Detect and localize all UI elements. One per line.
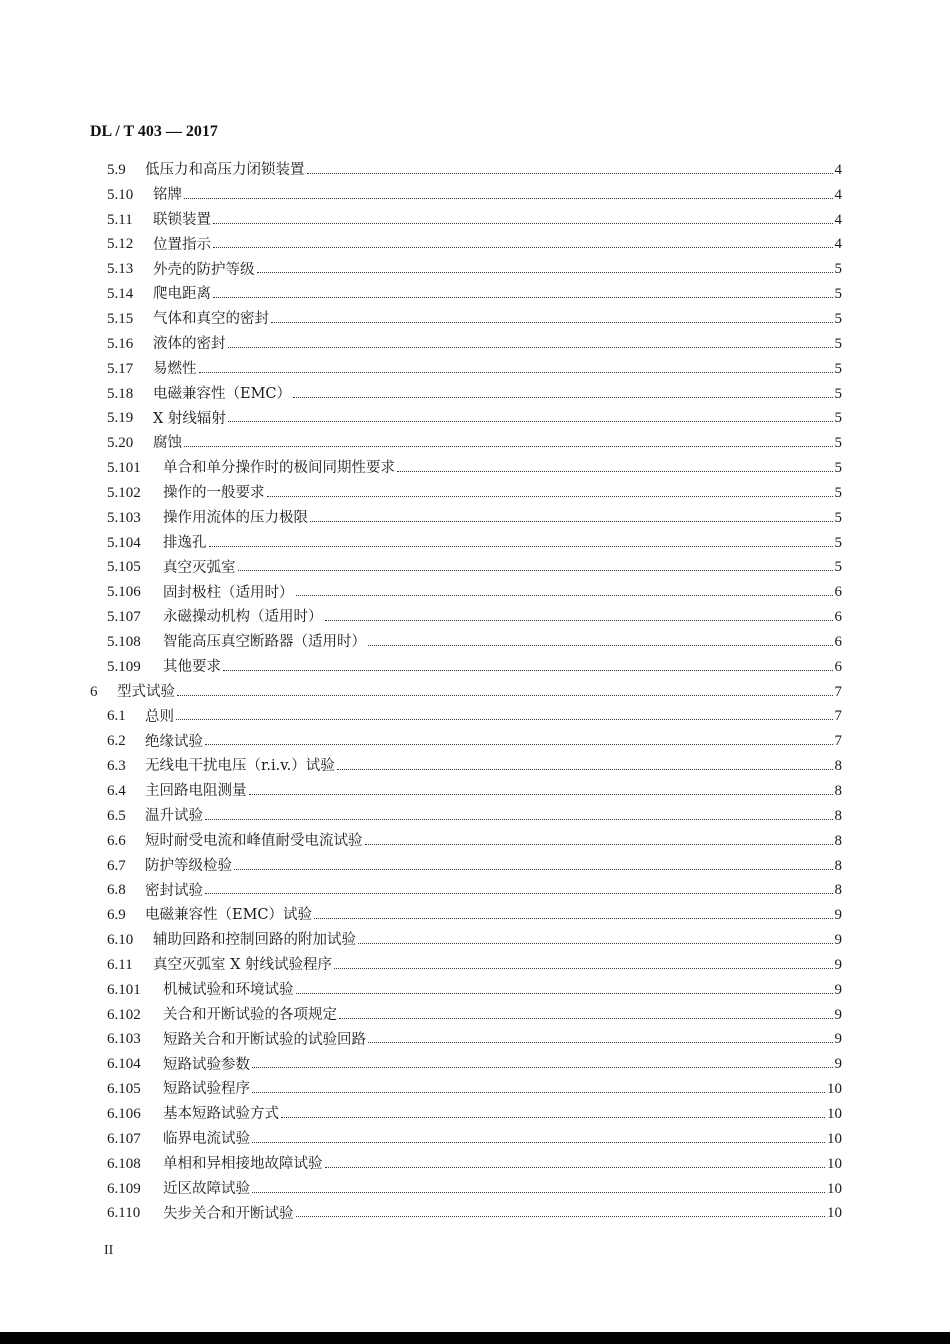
toc-entry[interactable] — [90, 456, 842, 481]
toc-dot-leader — [205, 744, 833, 745]
toc-entry-page: 10 — [827, 1205, 842, 1222]
toc-entry-page: 10 — [827, 1105, 842, 1122]
toc-entry-page: 4 — [834, 186, 842, 203]
toc-entry-page: 10 — [827, 1130, 842, 1147]
toc-dot-leader — [176, 719, 833, 720]
toc-entry-page: 7 — [834, 708, 842, 725]
toc-dot-leader — [293, 397, 832, 398]
toc-entry-page: 5 — [834, 460, 842, 477]
toc-entry-title: 外壳的防护等级 — [153, 261, 255, 278]
toc-entry-title: 低压力和高压力闭锁装置 — [145, 162, 305, 179]
toc-dot-leader — [368, 1042, 833, 1043]
toc-dot-leader — [213, 247, 833, 248]
toc-entry-page: 7 — [834, 683, 842, 700]
toc-entry-page: 5 — [834, 310, 842, 327]
toc-entry[interactable] — [90, 481, 842, 506]
toc-dot-leader — [296, 993, 833, 994]
toc-entry-number: 6.2 — [107, 733, 126, 750]
toc-entry-page: 5 — [834, 484, 842, 501]
toc-entry-title: 基本短路试验方式 — [163, 1106, 279, 1123]
toc-entry-page: 8 — [834, 832, 842, 849]
toc-dot-leader — [213, 297, 833, 298]
toc-entry-title: 无线电干扰电压（r.i.v.）试验 — [145, 758, 335, 775]
toc-entry-number: 6.6 — [107, 832, 126, 849]
toc-entry-title: 防护等级检验 — [145, 857, 232, 874]
toc-entry-title: 短时耐受电流和峰值耐受电流试验 — [145, 832, 363, 849]
toc-entry[interactable] — [90, 183, 842, 208]
toc-entry-title: 固封极柱（适用时） — [163, 584, 294, 601]
toc-entry-number: 5.104 — [107, 534, 141, 551]
toc-entry-number: 6.11 — [107, 956, 133, 973]
toc-entry[interactable] — [90, 406, 842, 431]
toc-dot-leader — [209, 546, 833, 547]
toc-entry-number: 6.8 — [107, 882, 126, 899]
toc-entry-number: 6.9 — [107, 907, 126, 924]
toc-dot-leader — [314, 918, 832, 919]
toc-entry-title: 短路试验程序 — [163, 1081, 250, 1098]
toc-dot-leader — [281, 1117, 825, 1118]
toc-entry-number: 5.15 — [107, 310, 134, 327]
toc-entry[interactable] — [90, 556, 842, 581]
toc-entry-number: 5.102 — [107, 484, 141, 501]
toc-entry-number: 5.105 — [107, 559, 141, 576]
toc-entry-title: 绝缘试验 — [145, 733, 203, 750]
table-of-contents — [90, 158, 842, 1226]
toc-entry-title: 近区故障试验 — [163, 1180, 250, 1197]
toc-entry-page: 5 — [834, 385, 842, 402]
toc-entry[interactable] — [90, 1177, 842, 1202]
toc-entry[interactable] — [90, 928, 842, 953]
toc-entry[interactable] — [90, 257, 842, 282]
toc-entry-page: 5 — [834, 286, 842, 303]
toc-entry-title: 电磁兼容性（EMC）试验 — [145, 907, 313, 924]
toc-entry[interactable] — [90, 332, 842, 357]
toc-entry-number: 5.107 — [107, 609, 141, 626]
toc-entry[interactable] — [90, 1028, 842, 1053]
toc-dot-leader — [257, 272, 833, 273]
toc-dot-leader — [184, 198, 833, 199]
toc-dot-leader — [365, 844, 833, 845]
toc-entry-page: 6 — [834, 658, 842, 675]
toc-entry-page: 8 — [834, 882, 842, 899]
toc-entry-number: 5.10 — [107, 186, 134, 203]
toc-entry-title: 临界电流试验 — [163, 1131, 250, 1148]
toc-dot-leader — [199, 372, 833, 373]
toc-dot-leader — [397, 471, 833, 472]
toc-entry-page: 4 — [834, 236, 842, 253]
toc-entry-page: 5 — [834, 261, 842, 278]
toc-entry-title: 其他要求 — [163, 659, 221, 676]
toc-entry[interactable] — [90, 431, 842, 456]
toc-entry[interactable] — [90, 854, 842, 879]
toc-entry-title: 主回路电阻测量 — [145, 783, 247, 800]
toc-entry-number: 5.18 — [107, 385, 134, 402]
toc-dot-leader — [228, 347, 833, 348]
toc-entry-number: 5.9 — [107, 161, 126, 178]
toc-entry[interactable] — [90, 878, 842, 903]
toc-entry-number: 5.101 — [107, 460, 141, 477]
toc-entry-title: 位置指示 — [153, 236, 211, 253]
toc-entry-title: 辅助回路和控制回路的附加试验 — [153, 932, 356, 949]
toc-entry-title: 机械试验和环境试验 — [163, 982, 294, 999]
toc-entry-page: 4 — [834, 211, 842, 228]
toc-entry-number: 5.106 — [107, 584, 141, 601]
bottom-edge-bar — [0, 1332, 950, 1344]
toc-entry-page: 9 — [834, 1031, 842, 1048]
toc-entry-title: 电磁兼容性（EMC） — [153, 385, 292, 402]
toc-entry-number: 6.110 — [107, 1205, 141, 1222]
toc-entry-number: 6.5 — [107, 807, 126, 824]
toc-entry-page: 8 — [834, 783, 842, 800]
toc-entry[interactable] — [90, 754, 842, 779]
toc-entry[interactable] — [90, 307, 842, 332]
toc-dot-leader — [334, 968, 832, 969]
toc-entry-page: 5 — [834, 410, 842, 427]
toc-entry-page: 9 — [834, 932, 842, 949]
toc-entry-number: 6.1 — [107, 708, 126, 725]
toc-entry[interactable] — [90, 903, 842, 928]
toc-entry[interactable] — [90, 282, 842, 307]
toc-dot-leader — [307, 173, 833, 174]
toc-dot-leader — [205, 819, 833, 820]
toc-entry-title: 气体和真空的密封 — [153, 311, 269, 328]
toc-entry-page: 5 — [834, 335, 842, 352]
toc-entry[interactable] — [90, 804, 842, 829]
toc-entry-title: 总则 — [145, 708, 174, 725]
toc-entry-page: 5 — [834, 509, 842, 526]
toc-dot-leader — [368, 645, 833, 646]
toc-entry-title: 爬电距离 — [153, 286, 211, 303]
toc-dot-leader — [339, 1018, 833, 1019]
toc-entry-title: 铭牌 — [153, 187, 182, 204]
toc-entry-page: 9 — [834, 981, 842, 998]
toc-entry[interactable] — [90, 506, 842, 531]
toc-entry-number: 6.107 — [107, 1130, 141, 1147]
toc-entry-number: 6.106 — [107, 1105, 141, 1122]
toc-entry-page: 6 — [834, 584, 842, 601]
toc-dot-leader — [234, 869, 833, 870]
toc-entry[interactable] — [90, 1201, 842, 1226]
toc-entry-title: 永磁操动机构（适用时） — [163, 609, 323, 626]
toc-entry[interactable] — [90, 382, 842, 407]
toc-entry-number: 6.4 — [107, 783, 126, 800]
toc-dot-leader — [325, 1167, 826, 1168]
toc-entry-number: 6.109 — [107, 1180, 141, 1197]
toc-dot-leader — [228, 421, 833, 422]
toc-entry-page: 4 — [834, 161, 842, 178]
toc-entry[interactable] — [90, 729, 842, 754]
toc-entry[interactable] — [90, 158, 842, 183]
toc-dot-leader — [271, 322, 833, 323]
toc-entry-number: 6 — [90, 683, 98, 700]
toc-entry-page: 8 — [834, 857, 842, 874]
toc-entry[interactable] — [90, 978, 842, 1003]
toc-entry-title: X 射线辐射 — [153, 410, 226, 427]
toc-entry[interactable] — [90, 1003, 842, 1028]
toc-dot-leader — [358, 943, 833, 944]
toc-entry-number: 5.17 — [107, 360, 134, 377]
toc-entry-title: 短路关合和开断试验的试验回路 — [163, 1031, 366, 1048]
toc-entry-page: 7 — [834, 733, 842, 750]
toc-entry-number: 6.103 — [107, 1031, 141, 1048]
toc-dot-leader — [252, 1142, 825, 1143]
toc-entry-page: 6 — [834, 609, 842, 626]
toc-entry-page: 6 — [834, 633, 842, 650]
page-number-footer: II — [104, 1243, 114, 1258]
toc-entry-page: 5 — [834, 435, 842, 452]
toc-entry-title: 排逸孔 — [163, 534, 207, 551]
toc-entry[interactable] — [90, 705, 842, 730]
toc-entry[interactable] — [90, 680, 842, 705]
toc-entry-number: 5.103 — [107, 509, 141, 526]
toc-dot-leader — [205, 893, 833, 894]
toc-entry[interactable] — [90, 605, 842, 630]
toc-entry-number: 6.104 — [107, 1056, 141, 1073]
toc-dot-leader — [249, 794, 833, 795]
toc-entry-title: 短路试验参数 — [163, 1056, 250, 1073]
toc-entry-page: 5 — [834, 360, 842, 377]
toc-entry[interactable] — [90, 829, 842, 854]
toc-entry-page: 9 — [834, 1006, 842, 1023]
toc-entry-title: 真空灭弧室 — [163, 559, 236, 576]
toc-entry-title: 智能高压真空断路器（适用时） — [163, 634, 366, 651]
toc-entry-number: 6.3 — [107, 758, 126, 775]
toc-entry-page: 8 — [834, 807, 842, 824]
toc-entry-number: 5.16 — [107, 335, 134, 352]
toc-entry[interactable] — [90, 630, 842, 655]
toc-dot-leader — [223, 670, 833, 671]
toc-entry[interactable] — [90, 1077, 842, 1102]
toc-entry-number: 6.10 — [107, 932, 134, 949]
toc-entry-number: 5.108 — [107, 633, 141, 650]
toc-entry[interactable] — [90, 233, 842, 258]
toc-entry-title: 型式试验 — [117, 683, 175, 700]
toc-entry[interactable] — [90, 531, 842, 556]
toc-entry[interactable] — [90, 779, 842, 804]
toc-dot-leader — [252, 1067, 833, 1068]
toc-entry-title: 失步关合和开断试验 — [163, 1205, 294, 1222]
toc-entry-title: 操作的一般要求 — [163, 485, 265, 502]
toc-entry[interactable] — [90, 655, 842, 680]
toc-dot-leader — [252, 1092, 825, 1093]
toc-entry-title: 关合和开断试验的各项规定 — [163, 1006, 337, 1023]
toc-dot-leader — [267, 496, 833, 497]
toc-entry-title: 联锁装置 — [153, 211, 211, 228]
toc-entry-title: 操作用流体的压力极限 — [163, 509, 308, 526]
toc-entry-title: 液体的密封 — [153, 336, 226, 353]
toc-entry-page: 5 — [834, 559, 842, 576]
toc-dot-leader — [238, 570, 833, 571]
toc-dot-leader — [325, 620, 833, 621]
toc-entry[interactable] — [90, 1127, 842, 1152]
toc-entry-number: 5.19 — [107, 410, 134, 427]
toc-entry-page: 10 — [827, 1155, 842, 1172]
toc-dot-leader — [296, 595, 833, 596]
toc-entry-number: 6.102 — [107, 1006, 141, 1023]
toc-entry-page: 10 — [827, 1081, 842, 1098]
toc-entry-number: 6.105 — [107, 1081, 141, 1098]
toc-entry[interactable] — [90, 1152, 842, 1177]
toc-entry-number: 6.101 — [107, 981, 141, 998]
toc-entry[interactable] — [90, 1052, 842, 1077]
toc-entry-number: 6.7 — [107, 857, 126, 874]
toc-entry-number: 5.20 — [107, 435, 134, 452]
toc-dot-leader — [296, 1216, 826, 1217]
toc-entry-title: 真空灭弧室 X 射线试验程序 — [153, 957, 333, 974]
toc-entry-title: 单合和单分操作时的极间同期性要求 — [163, 460, 395, 477]
toc-dot-leader — [213, 223, 833, 224]
toc-entry-number: 5.11 — [107, 211, 133, 228]
toc-entry-title: 易燃性 — [153, 360, 197, 377]
toc-entry-title: 密封试验 — [145, 882, 203, 899]
toc-entry[interactable] — [90, 208, 842, 233]
toc-entry[interactable] — [90, 953, 842, 978]
toc-entry-number: 5.13 — [107, 261, 134, 278]
toc-entry-number: 5.14 — [107, 286, 134, 303]
toc-entry-page: 9 — [834, 956, 842, 973]
toc-entry[interactable] — [90, 580, 842, 605]
toc-entry-page: 9 — [834, 1056, 842, 1073]
toc-dot-leader — [184, 446, 833, 447]
toc-entry-number: 5.12 — [107, 236, 134, 253]
toc-entry-page: 5 — [834, 534, 842, 551]
toc-entry-page: 10 — [827, 1180, 842, 1197]
toc-entry-number: 5.109 — [107, 658, 141, 675]
toc-entry-number: 6.108 — [107, 1155, 141, 1172]
toc-entry-page: 8 — [834, 758, 842, 775]
toc-entry-title: 温升试验 — [145, 808, 203, 825]
toc-dot-leader — [337, 769, 833, 770]
toc-entry-page: 9 — [834, 907, 842, 924]
toc-entry[interactable] — [90, 357, 842, 382]
toc-dot-leader — [310, 521, 833, 522]
toc-dot-leader — [177, 695, 833, 696]
document-code-header: DL / T 403 — 2017 — [90, 123, 218, 140]
toc-entry-title: 单相和异相接地故障试验 — [163, 1155, 323, 1172]
toc-dot-leader — [252, 1192, 825, 1193]
toc-entry[interactable] — [90, 1102, 842, 1127]
toc-entry-title: 腐蚀 — [153, 435, 182, 452]
